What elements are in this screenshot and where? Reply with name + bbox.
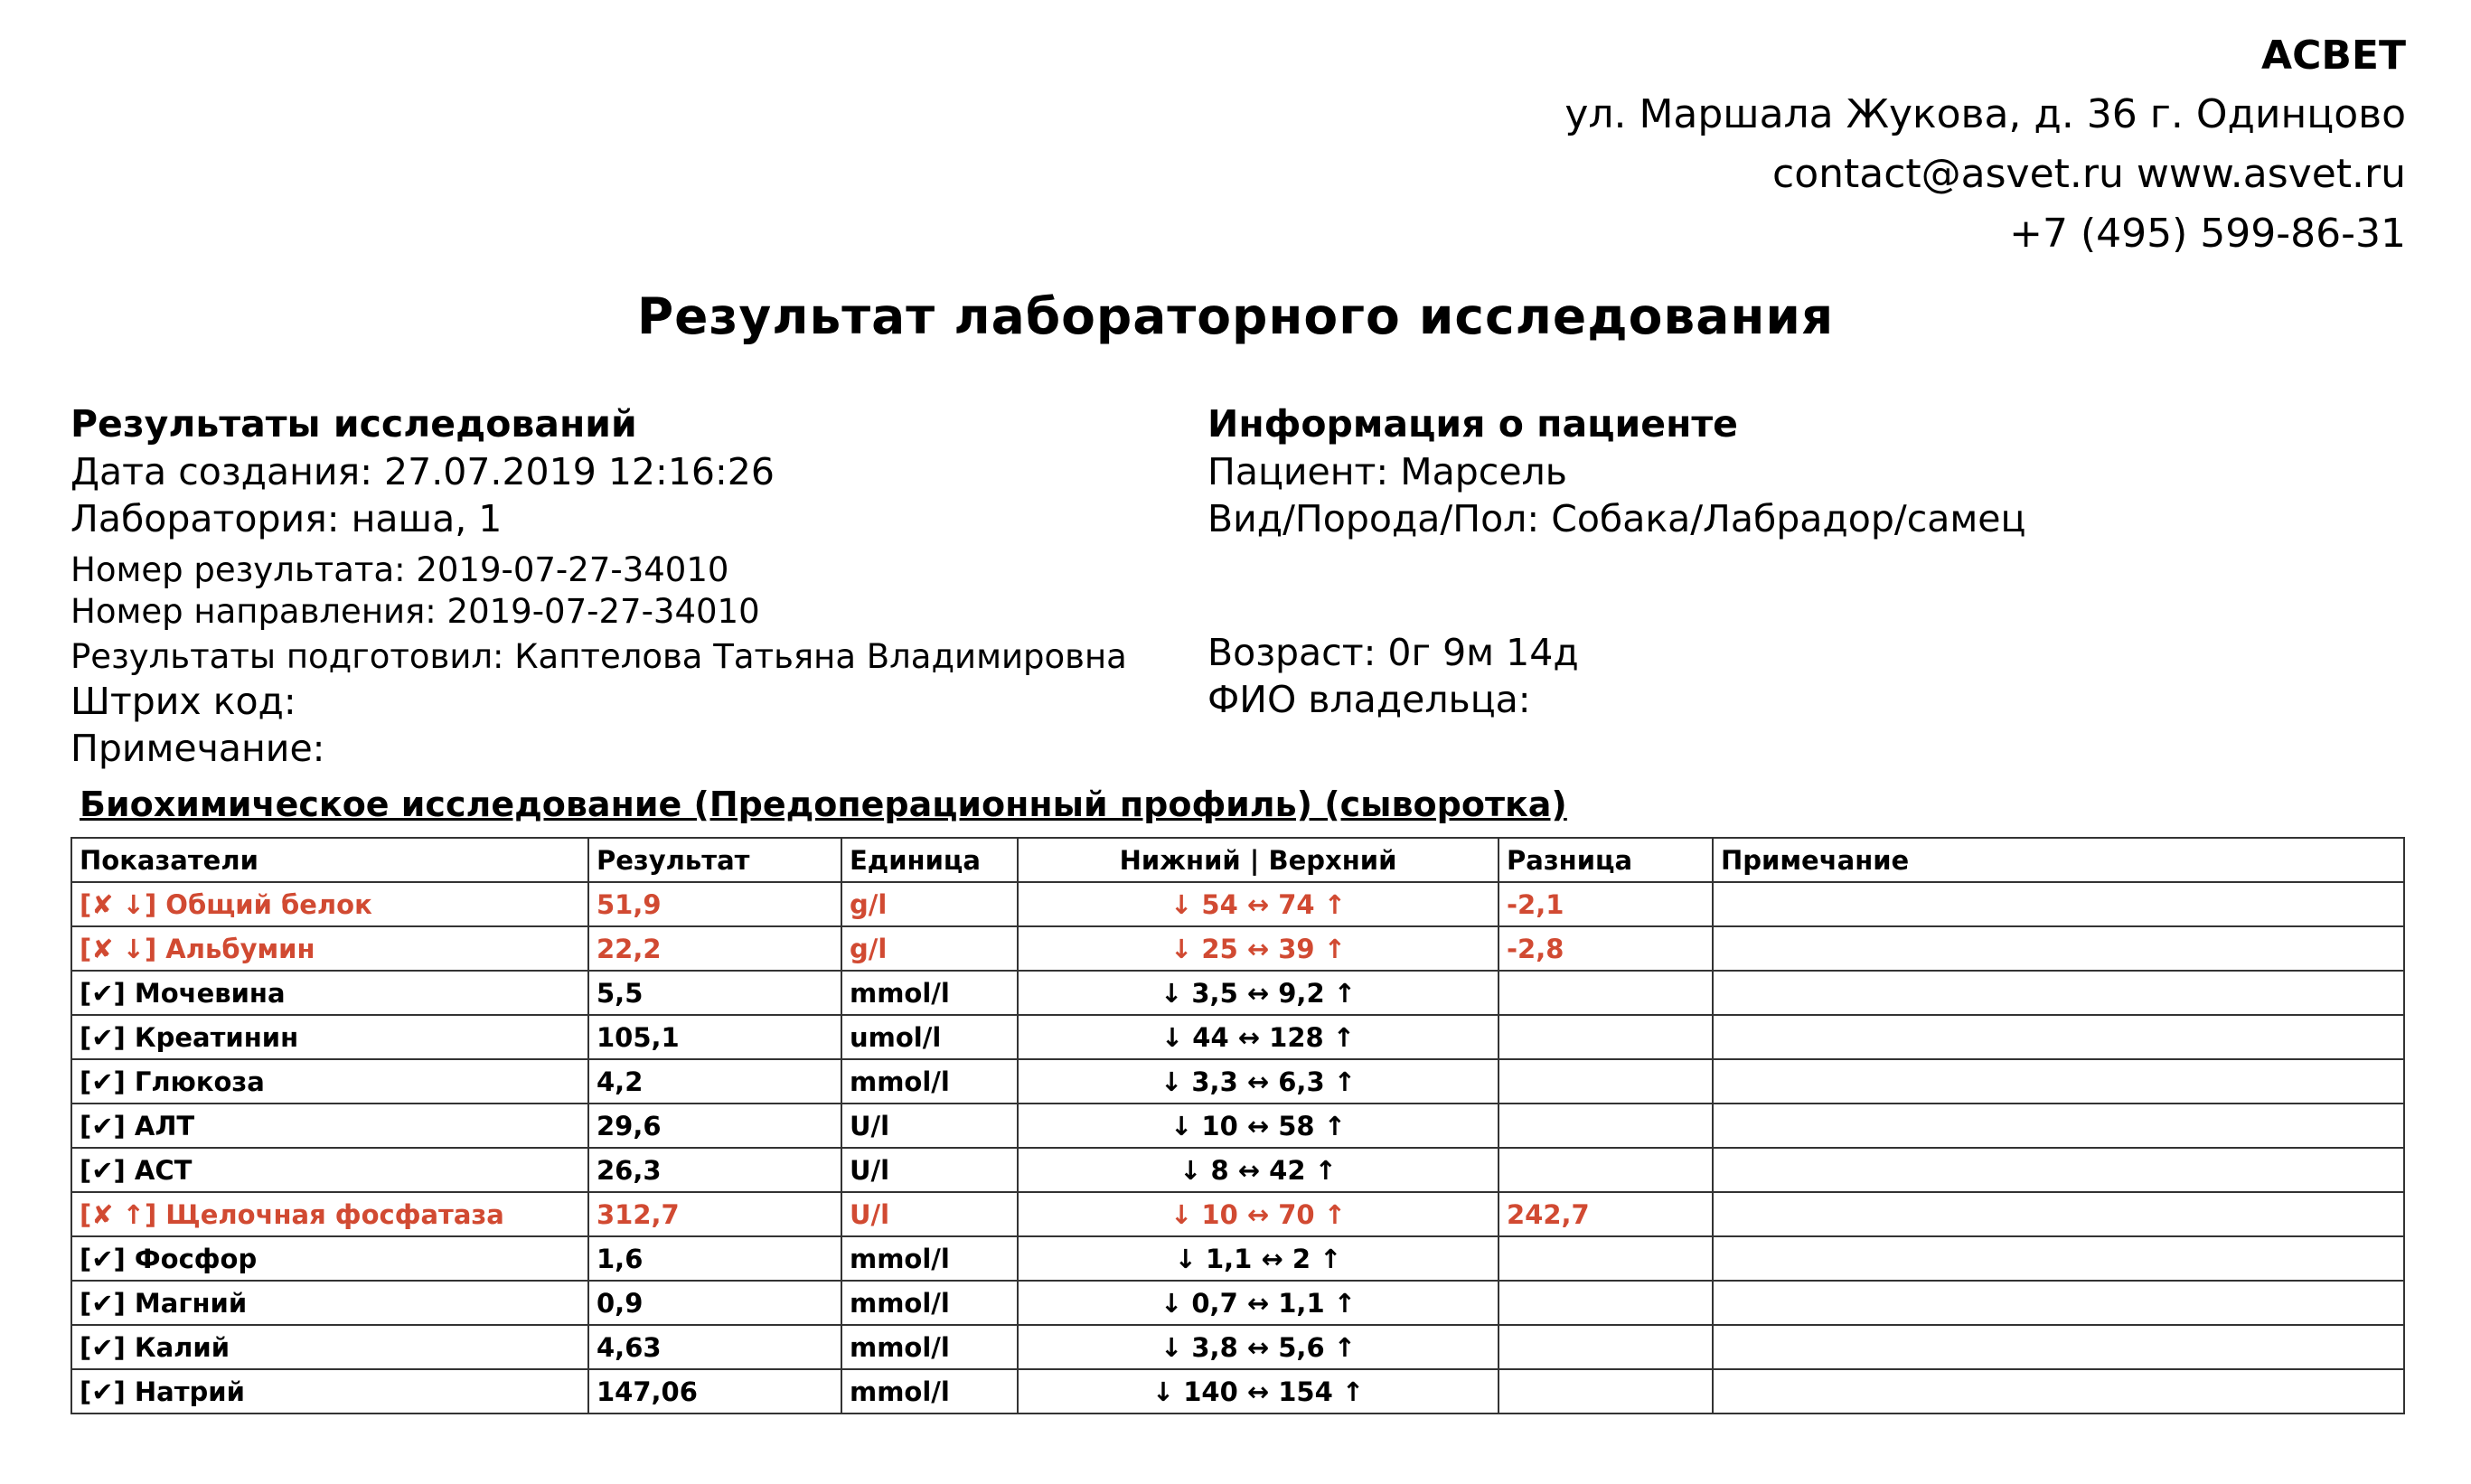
unit-cell: U/l [841, 1148, 1018, 1192]
indicator-cell: [✔] Фосфор [71, 1236, 588, 1281]
result-cell: 51,9 [588, 882, 841, 926]
results-info-heading: Результаты исследований [70, 402, 637, 446]
table-header-row [71, 838, 2404, 882]
difference-cell [1499, 1104, 1713, 1148]
unit-cell: mmol/l [841, 1236, 1018, 1281]
header-note: Примечание [1713, 838, 2404, 882]
result-cell: 1,6 [588, 1236, 841, 1281]
table-row [71, 1015, 2404, 1059]
clinic-phone: +7 (495) 599-86-31 [2009, 211, 2406, 257]
indicator-cell: [✘ ↑] Щелочная фосфатаза [71, 1192, 588, 1236]
document-title: Результат лабораторного исследования [636, 287, 1835, 345]
reference-range-cell: ↓ 1,1 ↔ 2 ↑ [1018, 1236, 1499, 1281]
patient-name: Пациент: Марсель [1207, 450, 1567, 493]
reference-range-cell: ↓ 10 ↔ 58 ↑ [1018, 1104, 1499, 1148]
owner-name: ФИО владельца: [1207, 678, 1531, 721]
indicator-cell: [✔] АЛТ [71, 1104, 588, 1148]
indicator-cell: [✘ ↓] Общий белок [71, 882, 588, 926]
result-cell: 22,2 [588, 926, 841, 971]
unit-cell: U/l [841, 1104, 1018, 1148]
table-row [71, 1059, 2404, 1104]
clinic-contacts: contact@asvet.ru www.asvet.ru [1772, 151, 2406, 197]
reference-range-cell: ↓ 140 ↔ 154 ↑ [1018, 1369, 1499, 1414]
indicator-cell: [✔] Магний [71, 1281, 588, 1325]
reference-range-cell: ↓ 0,7 ↔ 1,1 ↑ [1018, 1281, 1499, 1325]
table-row [71, 1325, 2404, 1369]
difference-cell: 242,7 [1499, 1192, 1713, 1236]
result-cell: 5,5 [588, 971, 841, 1015]
reference-range-cell: ↓ 44 ↔ 128 ↑ [1018, 1015, 1499, 1059]
header-reference: Нижний | Верхний [1018, 838, 1499, 882]
note-cell [1713, 1325, 2404, 1369]
table-row [71, 1369, 2404, 1414]
table-row [71, 1236, 2404, 1281]
difference-cell [1499, 1015, 1713, 1059]
clinic-name: АСВЕТ [2261, 33, 2406, 79]
reference-range-cell: ↓ 25 ↔ 39 ↑ [1018, 926, 1499, 971]
table-title: Биохимическое исследование (Предоперационный профиль) (сыворотка) [80, 784, 1567, 824]
result-cell: 29,6 [588, 1104, 841, 1148]
note-cell [1713, 882, 2404, 926]
table-row [71, 1192, 2404, 1236]
reference-range-cell: ↓ 10 ↔ 70 ↑ [1018, 1192, 1499, 1236]
difference-cell: -2,8 [1499, 926, 1713, 971]
difference-cell [1499, 1281, 1713, 1325]
table-row [71, 1104, 2404, 1148]
results-table [70, 837, 2405, 1414]
header-result: Результат [588, 838, 841, 882]
note-cell [1713, 926, 2404, 971]
header-indicator: Показатели [71, 838, 588, 882]
clinic-address: ул. Маршала Жукова, д. 36 г. Одинцово [1564, 91, 2406, 137]
results-info [70, 399, 1173, 772]
difference-cell [1499, 1325, 1713, 1369]
result-number: Номер результата: 2019-07-27-34010 [70, 550, 729, 589]
difference-cell: -2,1 [1499, 882, 1713, 926]
result-cell: 105,1 [588, 1015, 841, 1059]
note-label: Примечание: [70, 727, 325, 770]
patient-info [1207, 399, 2382, 723]
unit-cell: mmol/l [841, 1325, 1018, 1369]
note-cell [1713, 1104, 2404, 1148]
note-cell [1713, 1192, 2404, 1236]
table-row [71, 1148, 2404, 1192]
indicator-cell: [✔] Калий [71, 1325, 588, 1369]
result-cell: 4,2 [588, 1059, 841, 1104]
indicator-cell: [✔] Креатинин [71, 1015, 588, 1059]
result-cell: 26,3 [588, 1148, 841, 1192]
indicator-cell: [✔] Натрий [71, 1369, 588, 1414]
reference-range-cell: ↓ 3,8 ↔ 5,6 ↑ [1018, 1325, 1499, 1369]
reference-range-cell: ↓ 54 ↔ 74 ↑ [1018, 882, 1499, 926]
clinic-header [1564, 27, 2406, 264]
result-cell: 312,7 [588, 1192, 841, 1236]
header-unit: Единица [841, 838, 1018, 882]
reference-range-cell: ↓ 3,5 ↔ 9,2 ↑ [1018, 971, 1499, 1015]
prepared-by: Результаты подготовил: Каптелова Татьяна Владимировна [70, 637, 1127, 676]
table-row [71, 882, 2404, 926]
patient-species: Вид/Порода/Пол: Собака/Лабрадор/самец [1207, 497, 2026, 540]
reference-range-cell: ↓ 8 ↔ 42 ↑ [1018, 1148, 1499, 1192]
difference-cell [1499, 971, 1713, 1015]
indicator-cell: [✔] АСТ [71, 1148, 588, 1192]
unit-cell: mmol/l [841, 1281, 1018, 1325]
note-cell [1713, 1281, 2404, 1325]
unit-cell: g/l [841, 882, 1018, 926]
header-difference: Разница [1499, 838, 1713, 882]
indicator-cell: [✘ ↓] Альбумин [71, 926, 588, 971]
unit-cell: umol/l [841, 1015, 1018, 1059]
note-cell [1713, 1015, 2404, 1059]
table-row [71, 971, 2404, 1015]
difference-cell [1499, 1148, 1713, 1192]
unit-cell: mmol/l [841, 1059, 1018, 1104]
note-cell [1713, 1148, 2404, 1192]
laboratory: Лаборатория: наша, 1 [70, 497, 503, 540]
patient-age: Возраст: 0г 9м 14д [1207, 631, 1579, 674]
difference-cell [1499, 1369, 1713, 1414]
indicator-cell: [✔] Мочевина [71, 971, 588, 1015]
table-body [71, 882, 2404, 1414]
result-cell: 0,9 [588, 1281, 841, 1325]
unit-cell: mmol/l [841, 971, 1018, 1015]
reference-range-cell: ↓ 3,3 ↔ 6,3 ↑ [1018, 1059, 1499, 1104]
result-cell: 4,63 [588, 1325, 841, 1369]
result-cell: 147,06 [588, 1369, 841, 1414]
unit-cell: U/l [841, 1192, 1018, 1236]
note-cell [1713, 1059, 2404, 1104]
indicator-cell: [✔] Глюкоза [71, 1059, 588, 1104]
difference-cell [1499, 1236, 1713, 1281]
table-row [71, 1281, 2404, 1325]
note-cell [1713, 1369, 2404, 1414]
note-cell [1713, 971, 2404, 1015]
difference-cell [1499, 1059, 1713, 1104]
unit-cell: g/l [841, 926, 1018, 971]
created-date: Дата создания: 27.07.2019 12:16:26 [70, 450, 775, 493]
referral-number: Номер направления: 2019-07-27-34010 [70, 592, 760, 631]
unit-cell: mmol/l [841, 1369, 1018, 1414]
patient-info-heading: Информация о пациенте [1207, 402, 1738, 446]
barcode-label: Штрих код: [70, 680, 296, 723]
table-row [71, 926, 2404, 971]
note-cell [1713, 1236, 2404, 1281]
